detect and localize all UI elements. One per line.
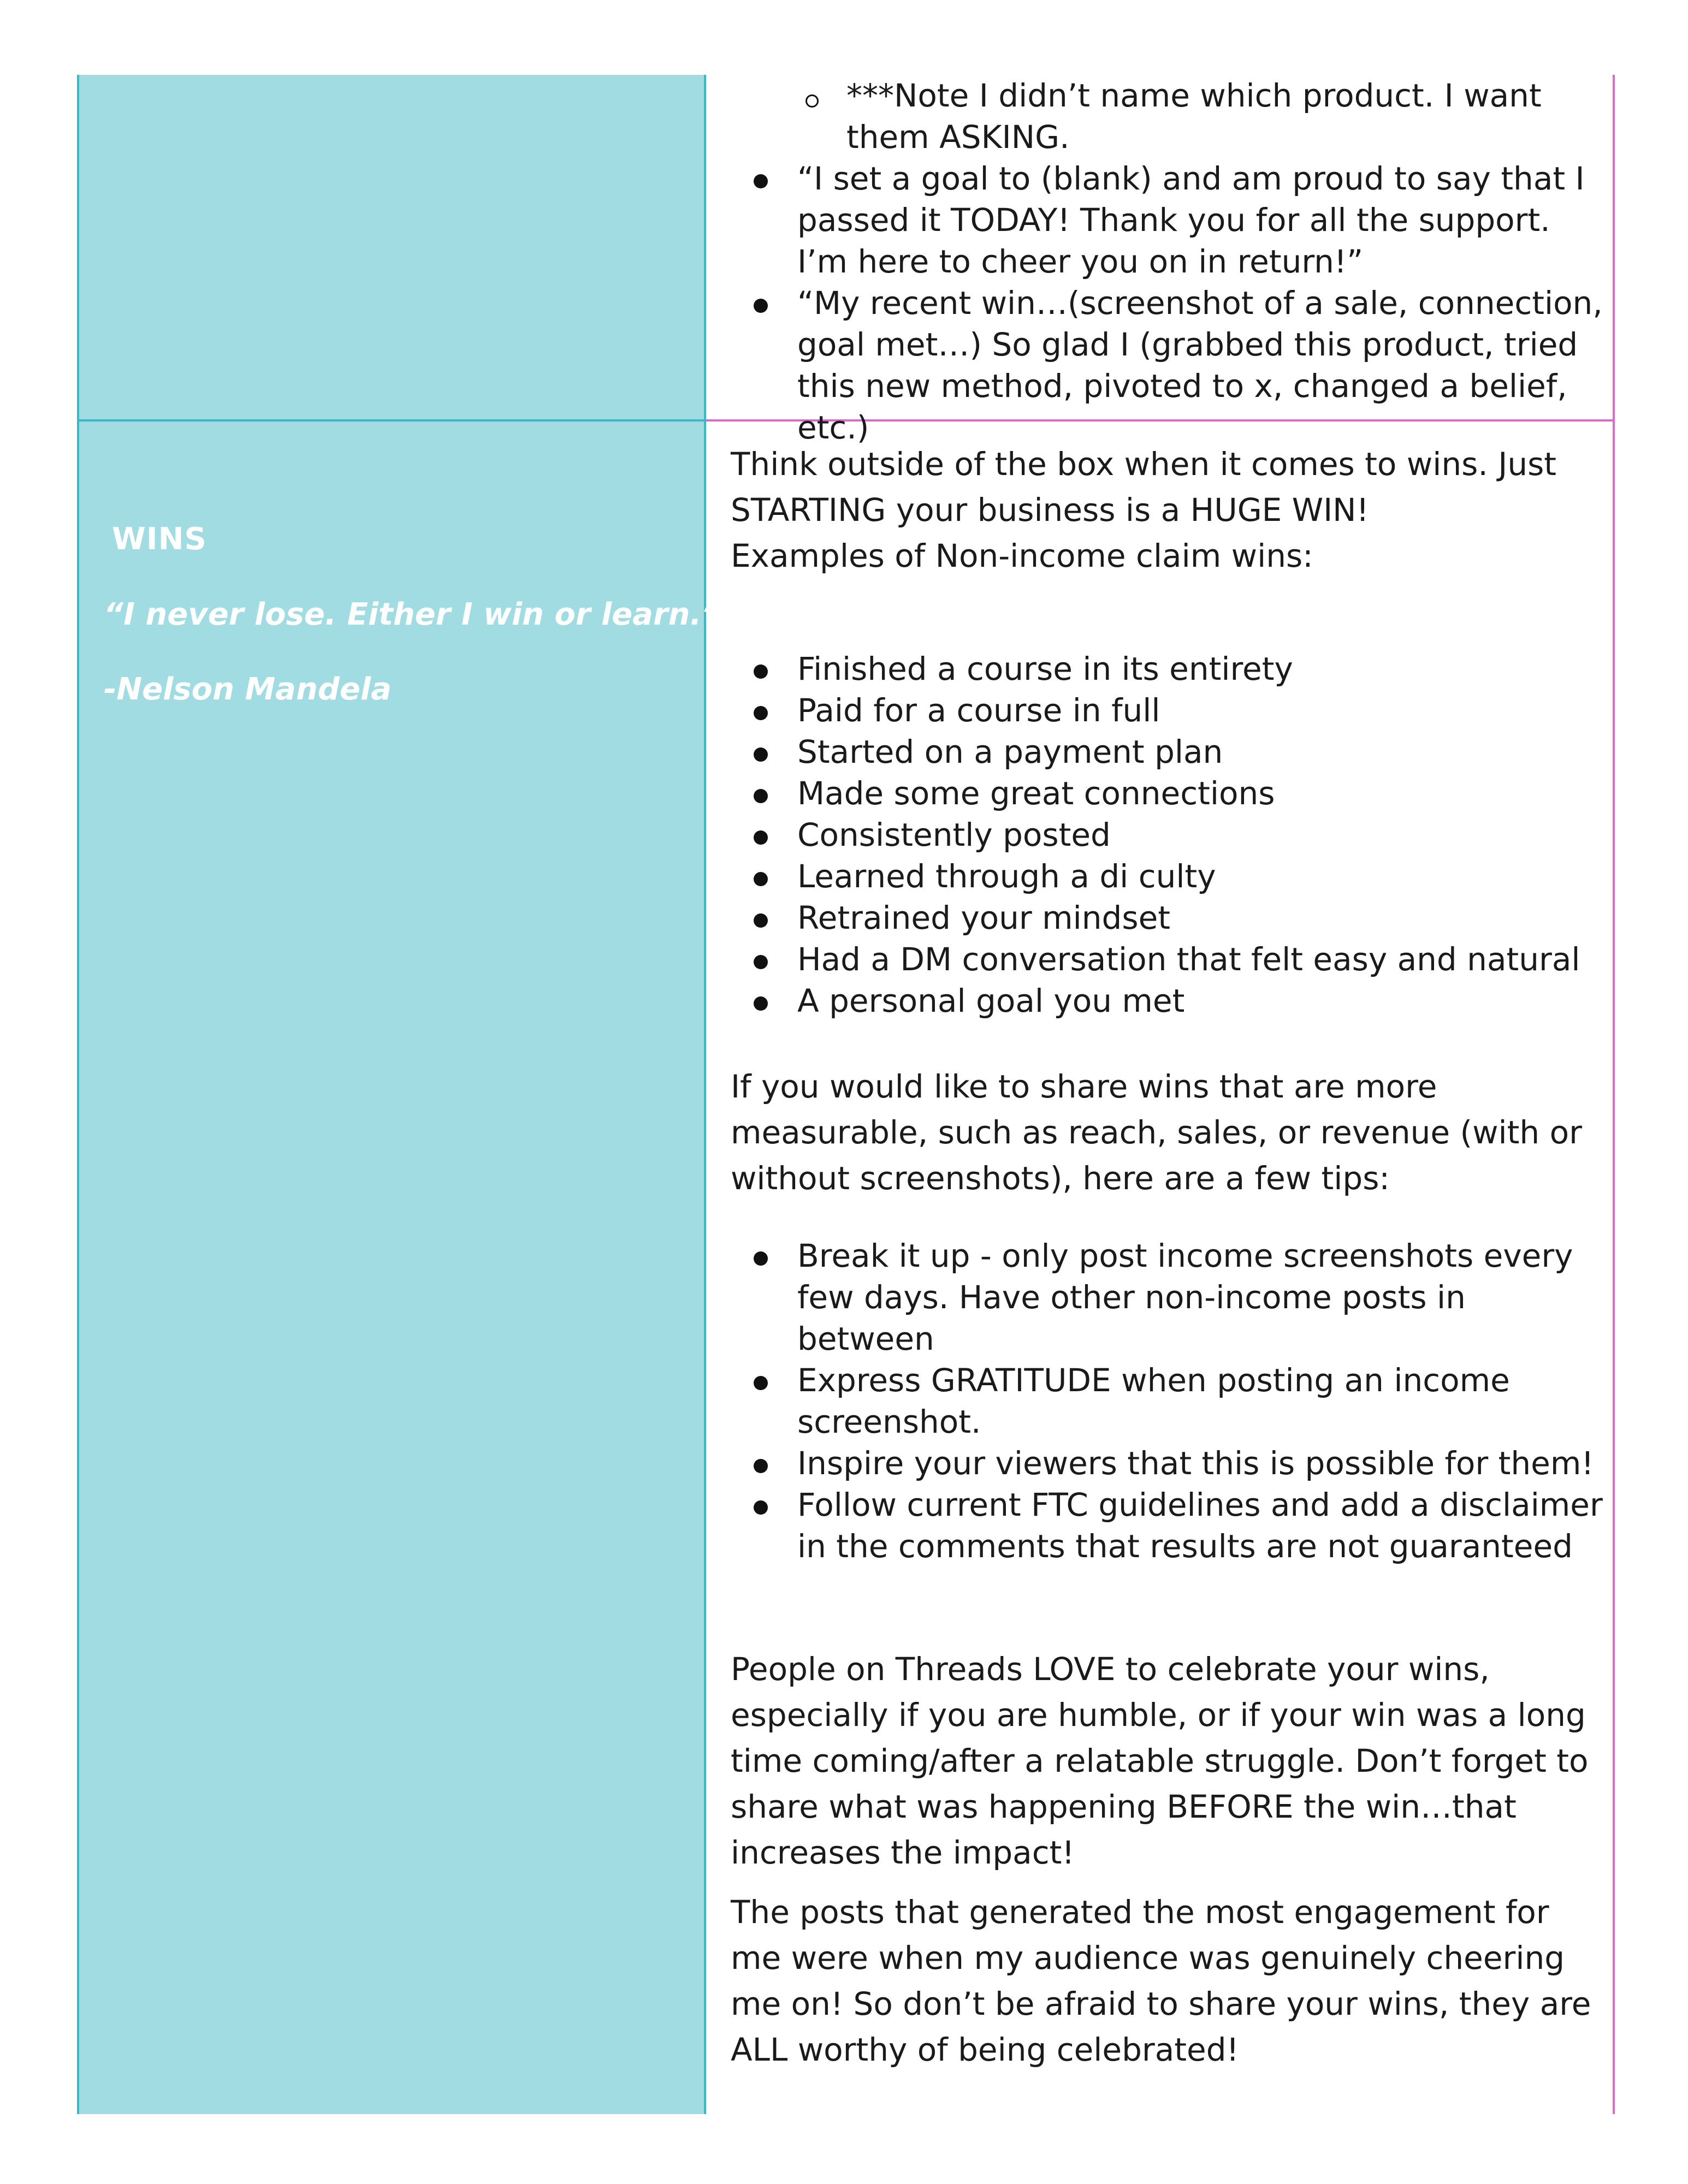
list-item xyxy=(754,773,1606,814)
list-item-text: Inspire your viewers that this is possible for them! xyxy=(797,1445,1594,1482)
table-border-middle xyxy=(704,75,706,2114)
list-item xyxy=(754,731,1606,773)
bullet-icon xyxy=(754,913,768,928)
hollow-bullet-icon xyxy=(805,94,819,108)
bullet-icon xyxy=(754,299,768,313)
section-heading: WINS xyxy=(112,521,207,557)
list-item xyxy=(754,980,1606,1022)
table-border-right xyxy=(1613,75,1615,2114)
list-item xyxy=(754,939,1606,980)
list-item-text: A personal goal you met xyxy=(797,982,1185,1019)
sub-bullet-text: ***Note I didn’t name which product. I want them ASKING. xyxy=(846,77,1542,156)
table-border-left xyxy=(77,75,79,2114)
list-item xyxy=(754,814,1606,856)
threads-paragraph: People on Threads LOVE to celebrate your wins, especially if you are humble, or if your win was a long time coming/after a relatable struggle. Don’t forget to share what was happening BEFORE the win…that increases the impact! xyxy=(731,1651,1589,1871)
list-item-text: Finished a course in its entirety xyxy=(797,650,1293,687)
list-item-text: Retrained your mindset xyxy=(797,899,1171,936)
row-divider-left xyxy=(77,419,706,422)
list-item-text: Made some great connections xyxy=(797,775,1275,812)
bullet-icon xyxy=(754,1251,768,1266)
bullet-icon xyxy=(754,1376,768,1390)
list-item-text: Paid for a course in full xyxy=(797,692,1160,729)
list-item-text: Consistently posted xyxy=(797,816,1111,853)
list-item-text: Learned through a di culty xyxy=(797,858,1216,895)
bullet-icon xyxy=(754,1500,768,1515)
quote-text: “I never lose. Either I win or learn.” xyxy=(104,597,721,632)
bullet-icon xyxy=(754,664,768,679)
bullet-icon xyxy=(754,174,768,188)
bullet-icon xyxy=(754,872,768,886)
intro-paragraph: Think outside of the box when it comes to wins. Just STARTING your business is a HUGE WIN! xyxy=(731,446,1557,529)
list-item xyxy=(754,158,1606,282)
left-column-top-cell xyxy=(77,75,706,422)
measurable-intro-paragraph: If you would like to share wins that are more measurable, such as reach, sales, or revenue (with or without screenshots), here are a few tips: xyxy=(731,1068,1582,1197)
examples-label: Examples of Non-income claim wins: xyxy=(731,537,1313,574)
list-item-text: “My recent win…(screenshot of a sale, connection, goal met…) So glad I (grabbed this product, tried this new method, pivoted to x, changed a belief, etc.) xyxy=(797,284,1603,446)
list-item xyxy=(754,897,1606,939)
list-item xyxy=(754,282,1606,448)
top-bullet-list xyxy=(754,158,1606,448)
list-item-text: “I set a goal to (blank) and am proud to say that I passed it TODAY! Thank you for all the support. I’m here to cheer you on in return!” xyxy=(797,160,1585,280)
list-item xyxy=(754,856,1606,897)
list-item xyxy=(754,648,1606,690)
list-item-text: Started on a payment plan xyxy=(797,733,1223,770)
bullet-icon xyxy=(754,789,768,803)
list-item-text: Break it up - only post income screenshots every few days. Have other non-income posts in between xyxy=(797,1237,1573,1357)
list-item xyxy=(754,1443,1606,1484)
quote-author: -Nelson Mandela xyxy=(104,672,392,707)
bullet-icon xyxy=(754,1459,768,1473)
list-item xyxy=(754,1360,1606,1443)
tips-list xyxy=(754,1235,1606,1567)
list-item xyxy=(754,690,1606,731)
list-item-text: Had a DM conversation that felt easy and natural xyxy=(797,941,1580,978)
list-item-text: Follow current FTC guidelines and add a disclaimer in the comments that results are not guaranteed xyxy=(797,1486,1603,1565)
non-income-wins-list xyxy=(754,648,1606,1022)
bullet-icon xyxy=(754,706,768,720)
bullet-icon xyxy=(754,955,768,969)
bullet-icon xyxy=(754,747,768,762)
list-item xyxy=(754,1235,1606,1360)
bullet-icon xyxy=(754,996,768,1011)
bullet-icon xyxy=(754,830,768,845)
list-item xyxy=(754,1484,1606,1567)
list-item-text: Express GRATITUDE when posting an income screenshot. xyxy=(797,1362,1510,1440)
closing-paragraph: The posts that generated the most engagement for me were when my audience was genuinely cheering me on! So don’t be afraid to share your wins, they are ALL worthy of being celebrated! xyxy=(731,1894,1591,2068)
